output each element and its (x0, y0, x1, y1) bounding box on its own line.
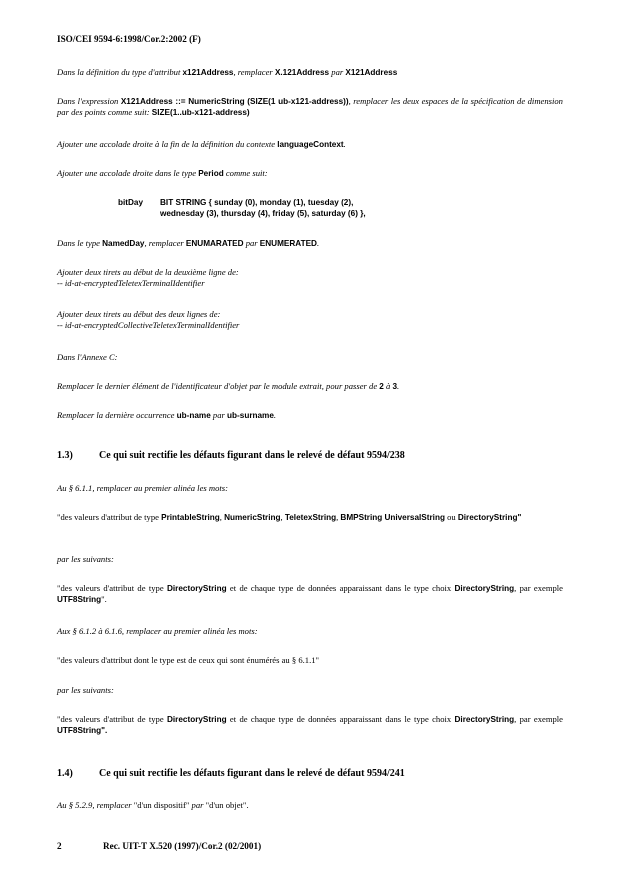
text: , (280, 512, 283, 522)
section-title: Ce qui suit rectifie les défauts figurant dans le relevé de défaut 9594/238 (99, 450, 405, 461)
text: . (246, 800, 249, 810)
paragraph-6-1-2-to-6-1-6: Aux § 6.1.2 à 6.1.6, remplacer au premier alinéa les mots: (57, 626, 258, 636)
text-line: -- id-at-encryptedTeletexTerminalIdentifier (57, 278, 205, 288)
text: par (212, 410, 225, 420)
paragraph-collective-teletex-identifier (57, 309, 563, 331)
code-term: languageContext (277, 140, 344, 149)
footer-reference: Rec. UIT-T X.520 (1997)/Cor.2 (02/2001) (103, 841, 262, 851)
text: , par exemple (514, 583, 564, 593)
text: à (386, 381, 391, 391)
code-term: ub-name (176, 411, 211, 420)
code-line-2: wednesday (3), thursday (4), friday (5), saturday (6) }, (160, 209, 366, 218)
text: , par exemple (514, 714, 564, 724)
code-term: x121Address (182, 68, 234, 77)
quote-6-1-2-original: "des valeurs d'attribut dont le type est de ceux qui sont énumérés au § 6.1.1" (57, 655, 320, 665)
paragraph-object-identifier (57, 381, 563, 392)
text: par (191, 800, 204, 810)
code-term: UTF8String (57, 595, 102, 604)
text: comme suit: (225, 168, 268, 178)
text: , (219, 512, 222, 522)
quote-6-1-2-replacement (57, 714, 563, 736)
paragraph-language-context (57, 139, 563, 150)
section-number: 1.3) (57, 450, 73, 461)
paragraph-x121address-definition (57, 67, 563, 78)
paragraph-namedday (57, 238, 563, 249)
paragraph-6-1-1: Au § 6.1.1, remplacer au premier alinéa les mots: (57, 483, 228, 493)
code-term: ENUMERATED (259, 239, 317, 248)
text: . (397, 381, 400, 391)
text: et de chaque type de données apparaissant dans le type choix (229, 714, 452, 724)
text: , (336, 512, 339, 522)
text-line: Ajouter deux tirets au début de la deuxième ligne de: (57, 267, 239, 277)
text-line: Ajouter deux tirets au début des deux lignes de: (57, 309, 221, 319)
code-term: DirectoryString" (457, 513, 522, 522)
code-term: PrintableString (161, 513, 220, 522)
paragraph-x121address-expression (57, 96, 563, 118)
text: Dans l'expression (57, 96, 119, 106)
text: , remplacer (144, 238, 184, 248)
code-term: X121Address ::= NumericString (SIZE(1 ub-x121-address)) (120, 97, 349, 106)
text: . (343, 139, 346, 149)
section-title: Ce qui suit rectifie les défauts figurant dans le relevé de défaut 9594/241 (99, 768, 405, 779)
text-line: -- id-at-encryptedCollectiveTeletexTerminalIdentifier (57, 320, 240, 330)
paragraph-par-les-suivants-2: par les suivants: (57, 685, 114, 695)
code-term: TeletexString (284, 513, 337, 522)
quoted-term: "d'un dispositif" (133, 800, 190, 810)
text: par (331, 67, 344, 77)
text: Ajouter une accolade droite à la fin de la définition du contexte (57, 139, 276, 149)
code-term: NamedDay (102, 239, 145, 248)
code-term: 3 (392, 382, 398, 391)
section-number: 1.4) (57, 768, 73, 779)
text: . (273, 410, 277, 420)
code-label-bitday: bitDay (118, 198, 144, 207)
code-term: ub-surname (227, 411, 274, 420)
text: Au § 5.2.9, remplacer (57, 800, 132, 810)
text: ou (447, 512, 456, 522)
code-term: DirectoryString (166, 584, 227, 593)
quote-6-1-1-replacement (57, 583, 563, 605)
text: Dans le type (57, 238, 100, 248)
page-footer (57, 841, 261, 851)
paragraph-5-2-9 (57, 800, 563, 811)
paragraph-ub-name (57, 410, 563, 421)
text: et de chaque type de données apparaissant dans le type choix (229, 583, 452, 593)
code-term: 2 (379, 382, 384, 391)
code-term: X121Address (345, 68, 398, 77)
code-term: DirectoryString (454, 584, 515, 593)
code-term: NumericString (224, 513, 281, 522)
section-heading-1-4 (57, 768, 405, 779)
text: , remplacer (233, 67, 273, 77)
quoted-term: "d'un objet" (205, 800, 247, 810)
text: "des valeurs d'attribut de type (57, 512, 159, 522)
text: Remplacer le dernier élément de l'identificateur d'objet par le module extrait, pour passer de (57, 381, 378, 391)
text: "des valeurs d'attribut de type (57, 714, 164, 724)
code-term: DirectoryString (166, 715, 227, 724)
paragraph-annex-c: Dans l'Annexe C: (57, 352, 118, 362)
paragraph-period-type (57, 168, 563, 179)
code-term: SIZE(1..ub-x121-address) (151, 108, 250, 117)
paragraph-par-les-suivants-1: par les suivants: (57, 554, 114, 564)
section-heading-1-3 (57, 450, 405, 461)
text: . (316, 238, 320, 248)
code-term: ENUMARATED (185, 239, 244, 248)
running-header: ISO/CEI 9594-6:1998/Cor.2:2002 (F) (57, 34, 201, 44)
quote-6-1-1-original (57, 512, 563, 523)
text: "des valeurs d'attribut de type (57, 583, 164, 593)
page-number: 2 (57, 841, 62, 851)
text: par (245, 238, 258, 248)
text: Dans la définition du type d'attribut (57, 67, 181, 77)
text: , remplacer les deux espaces de la spécification de dimension par des points comme suit: (57, 96, 563, 117)
code-term: X.121Address (274, 68, 330, 77)
text: Remplacer la dernière occurrence (57, 410, 175, 420)
code-term: BMPString (340, 513, 383, 522)
code-term: UTF8String". (57, 726, 108, 735)
code-line-1: BIT STRING { sunday (0), monday (1), tuesday (2), (160, 198, 354, 207)
paragraph-teletex-identifier (57, 267, 563, 289)
text: Ajouter une accolade droite dans le type (57, 168, 197, 178)
code-term: DirectoryString (454, 715, 515, 724)
code-term: UniversalString (384, 513, 445, 522)
text: ". (101, 594, 107, 604)
code-term: Period (198, 169, 224, 178)
